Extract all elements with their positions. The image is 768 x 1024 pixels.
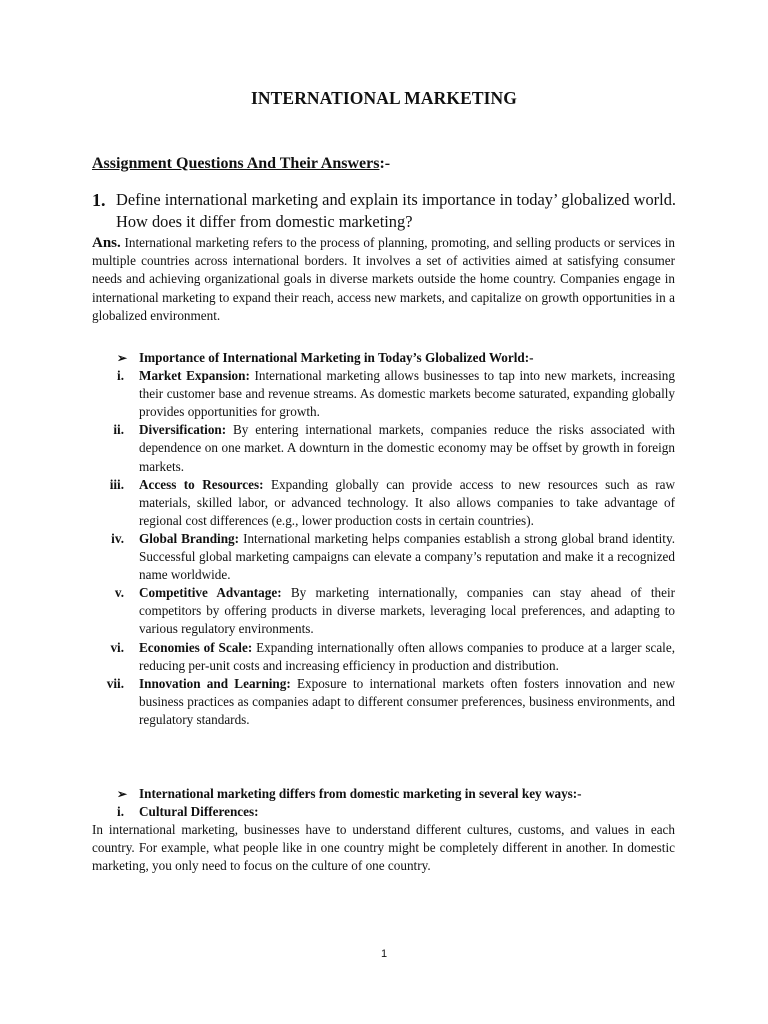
list-item xyxy=(92,584,675,638)
item-term: Diversification: xyxy=(139,422,227,438)
question-text: Define international marketing and explain its importance in today’ globalized world. How does it differ from domestic marketing? xyxy=(116,190,676,231)
answer-paragraph xyxy=(92,234,675,325)
page-number: 1 xyxy=(380,948,388,960)
item-term: Global Branding: xyxy=(139,530,240,546)
list-item xyxy=(92,530,675,584)
arrow-bullet-icon: ➢ xyxy=(117,351,128,365)
importance-heading xyxy=(92,349,675,367)
item-text: By entering international markets, companies reduce the risks associated with dependence on one market. A downturn in the domestic economy may be offset by growth in foreign markets. xyxy=(139,422,676,474)
item-term: Cultural Differences: xyxy=(139,804,259,820)
item-term: Innovation and Learning: xyxy=(139,675,291,691)
item-number: v. xyxy=(114,585,124,601)
answer-label: Ans. xyxy=(92,235,121,251)
item-term: Access to Resources: xyxy=(139,476,264,492)
item-number: iii. xyxy=(109,476,124,492)
list-item xyxy=(92,639,675,675)
list-item xyxy=(92,367,675,421)
item-text: By marketing internationally, companies can stay ahead of their competitors by offering products in diverse markets, leveraging local preferences, and adapting to various regulatory environments. xyxy=(139,585,675,637)
importance-section xyxy=(92,349,675,729)
document-title: INTERNATIONAL MARKETING xyxy=(251,88,517,108)
list-item xyxy=(92,675,675,729)
question-number: 1. xyxy=(92,190,106,210)
item-text: Expanding globally can provide access to new resources such as raw materials, skilled labor, or advanced technology. It also allows companies to take advantage of regional cost differences (e.g., lower production costs in certain countries). xyxy=(139,476,675,528)
item-text: Expanding internationally often allows companies to produce at a larger scale, reducing per-unit costs and increasing efficiency in production and distribution. xyxy=(139,639,675,673)
item-text: Exposure to international markets often fosters innovation and new business practices as companies adapt to different consumer preferences, business environments, and regulatory standards. xyxy=(139,675,675,727)
arrow-bullet-icon: ➢ xyxy=(117,787,128,801)
item-number: vi. xyxy=(110,639,124,655)
list-item xyxy=(92,421,675,475)
differences-heading xyxy=(92,785,675,803)
item-number: iv. xyxy=(111,530,124,546)
item-number: i. xyxy=(117,804,124,820)
assignment-subtitle xyxy=(92,155,390,173)
item-term: Competitive Advantage: xyxy=(139,585,282,601)
question-1 xyxy=(92,189,682,233)
item-number: ii. xyxy=(113,422,124,438)
item-term: Market Expansion: xyxy=(139,368,250,384)
differences-section xyxy=(92,785,675,875)
importance-heading-text: Importance of International Marketing in Today’s Globalized World:- xyxy=(139,350,534,365)
cultural-differences-paragraph: In international marketing, businesses have to understand different cultures, customs, and values in each country. For example, what people like in one country might be completely different in another. In domestic marketing, you only need to focus on the culture of one country. xyxy=(92,822,675,874)
importance-list xyxy=(92,367,675,729)
item-text: International marketing helps companies establish a strong global brand identity. Successful global marketing campaigns can elevate a company’s reputation and make it a recognized name worldwide. xyxy=(139,530,676,583)
item-number: i. xyxy=(117,368,124,384)
differences-heading-text: International marketing differs from domestic marketing in several key ways:- xyxy=(139,786,582,801)
subtitle-suffix: :- xyxy=(379,155,391,172)
item-text: International marketing allows businesses to tap into new markets, increasing their customer base and revenue streams. As domestic markets become saturated, expanding globally provides opportunities for growth. xyxy=(139,368,675,420)
list-item xyxy=(92,803,675,821)
item-number: vii. xyxy=(106,675,124,691)
list-item xyxy=(92,476,675,530)
answer-text: International marketing refers to the process of planning, promoting, and selling products or services in multiple countries across international borders. It involves a set of activities aimed at satisfying consumer needs and achieving organizational goals in diverse markets outside the home country. Companies engage in international marketing to expand their reach, access new markets, and capitalize on growth opportunities in a globalized environment. xyxy=(92,235,676,323)
item-term: Economies of Scale: xyxy=(139,639,253,655)
subtitle-text: Assignment Questions And Their Answers xyxy=(92,155,380,172)
